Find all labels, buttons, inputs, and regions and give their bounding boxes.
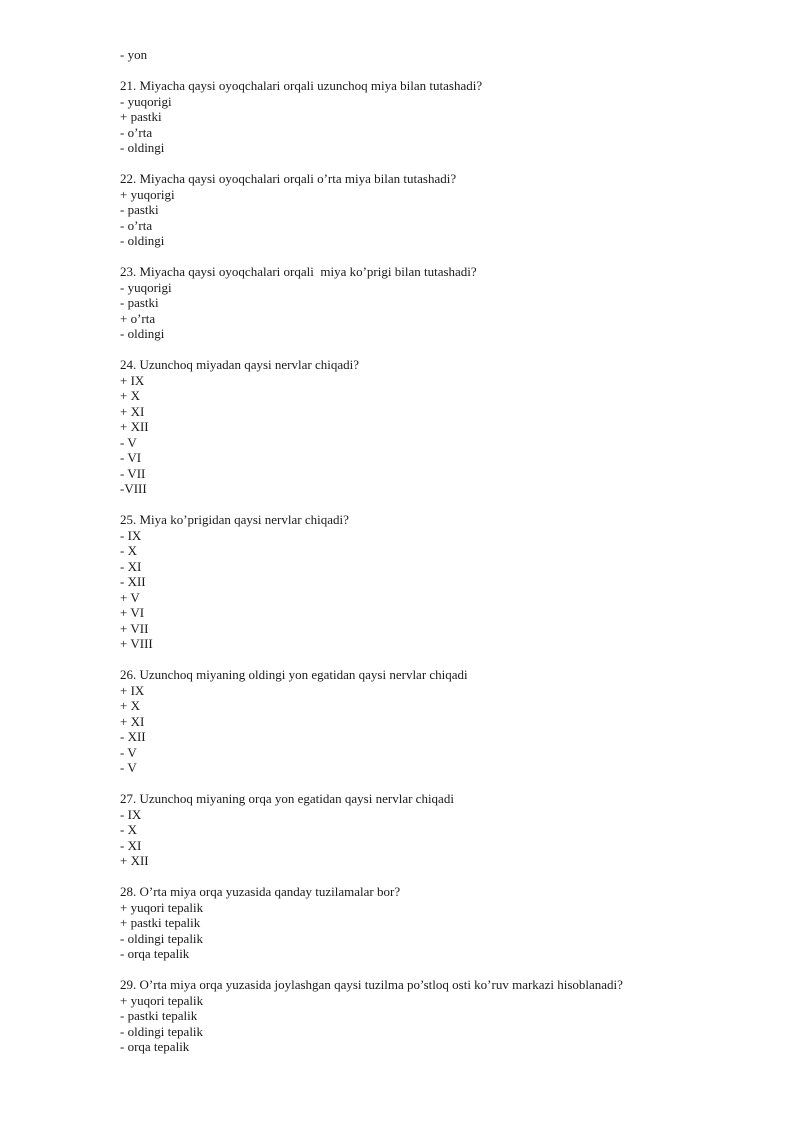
answer-option: + XI xyxy=(120,713,145,729)
answer-option: - yuqorigi xyxy=(120,93,172,109)
answer-option: - oldingi tepalik xyxy=(120,1023,204,1039)
answer-option: + VII xyxy=(120,620,149,636)
answer-option: - X xyxy=(120,543,137,558)
question-text: 26. Uzunchoq miyaning oldingi yon egatidan qaysi nervlar chiqadi xyxy=(120,667,468,682)
answer-option: - orqa tepalik xyxy=(120,946,190,961)
answer-option: - o’rta xyxy=(120,217,153,233)
question-block xyxy=(120,171,760,249)
question-text: 22. Miyacha qaysi oyoqchalari orqali o’rta miya bilan tutashadi? xyxy=(120,171,457,186)
answer-option: - IX xyxy=(120,527,142,543)
question-text: 21. Miyacha qaysi oyoqchalari orqali uzunchoq miya bilan tutashadi? xyxy=(120,78,483,93)
question-block xyxy=(120,78,760,156)
answer-option: -VIII xyxy=(120,481,147,496)
answer-option: - V xyxy=(120,744,137,760)
question-text: 27. Uzunchoq miyaning orqa yon egatidan qaysi nervlar chiqadi xyxy=(120,791,454,806)
answer-option: - XII xyxy=(120,729,146,744)
answer-option: - VI xyxy=(120,450,142,465)
answer-option: + IX xyxy=(120,372,145,388)
answer-option: + pastki tepalik xyxy=(120,915,201,930)
question-block xyxy=(120,884,760,962)
answer-option: - XI xyxy=(120,558,142,574)
answer-option: + XII xyxy=(120,419,149,434)
answer-option: - orqa tepalik xyxy=(120,1039,190,1054)
answer-option: - X xyxy=(120,822,137,837)
answer-option: - pastki tepalik xyxy=(120,1008,198,1023)
answer-option: - o’rta xyxy=(120,124,153,140)
answer-option: - VII xyxy=(120,465,146,481)
answer-option: + V xyxy=(120,589,140,605)
answer-option: - XI xyxy=(120,837,142,853)
answer-option: + VIII xyxy=(120,636,153,651)
question-list xyxy=(120,78,760,1055)
answer-option: + pastki xyxy=(120,109,162,124)
answer-option: - yuqorigi xyxy=(120,279,172,295)
question-text: 25. Miya ko’prigidan qaysi nervlar chiqadi? xyxy=(120,512,349,527)
answer-option: - oldingi xyxy=(120,326,165,341)
question-text: 24. Uzunchoq miyadan qaysi nervlar chiqadi? xyxy=(120,357,359,372)
answer-option: + yuqori tepalik xyxy=(120,899,204,915)
answer-option: - yon xyxy=(120,47,148,62)
question-block xyxy=(120,667,760,776)
answer-option: - oldingi xyxy=(120,140,165,155)
document-page xyxy=(120,47,760,1070)
answer-option: + X xyxy=(120,698,140,713)
question-block xyxy=(120,357,760,497)
answer-option: - XII xyxy=(120,574,146,589)
question-block xyxy=(120,791,760,869)
answer-option: - IX xyxy=(120,806,142,822)
answer-option: + IX xyxy=(120,682,145,698)
answer-option: - oldingi xyxy=(120,233,165,248)
answer-option: + o’rta xyxy=(120,310,156,326)
answer-option: + yuqorigi xyxy=(120,186,175,202)
answer-option: - pastki xyxy=(120,202,159,217)
question-text: 28. O’rta miya orqa yuzasida qanday tuzilamalar bor? xyxy=(120,884,401,899)
question-text: 23. Miyacha qaysi oyoqchalari orqali miya ko’prigi bilan tutashadi? xyxy=(120,264,477,279)
question-block xyxy=(120,977,760,1055)
question-text: 29. O’rta miya orqa yuzasida joylashgan qaysi tuzilma po’stloq osti ko’ruv markazi hisoblanadi? xyxy=(120,977,623,992)
answer-option: - pastki xyxy=(120,295,159,310)
answer-option: + yuqori tepalik xyxy=(120,992,204,1008)
question-block xyxy=(120,512,760,652)
answer-option: + XII xyxy=(120,853,149,868)
intro-block xyxy=(120,47,760,63)
question-block xyxy=(120,264,760,342)
answer-option: - oldingi tepalik xyxy=(120,930,204,946)
answer-option: + XI xyxy=(120,403,145,419)
answer-option: - V xyxy=(120,434,137,450)
answer-option: + VI xyxy=(120,605,145,620)
answer-option: + X xyxy=(120,388,140,403)
answer-option: - V xyxy=(120,760,137,775)
